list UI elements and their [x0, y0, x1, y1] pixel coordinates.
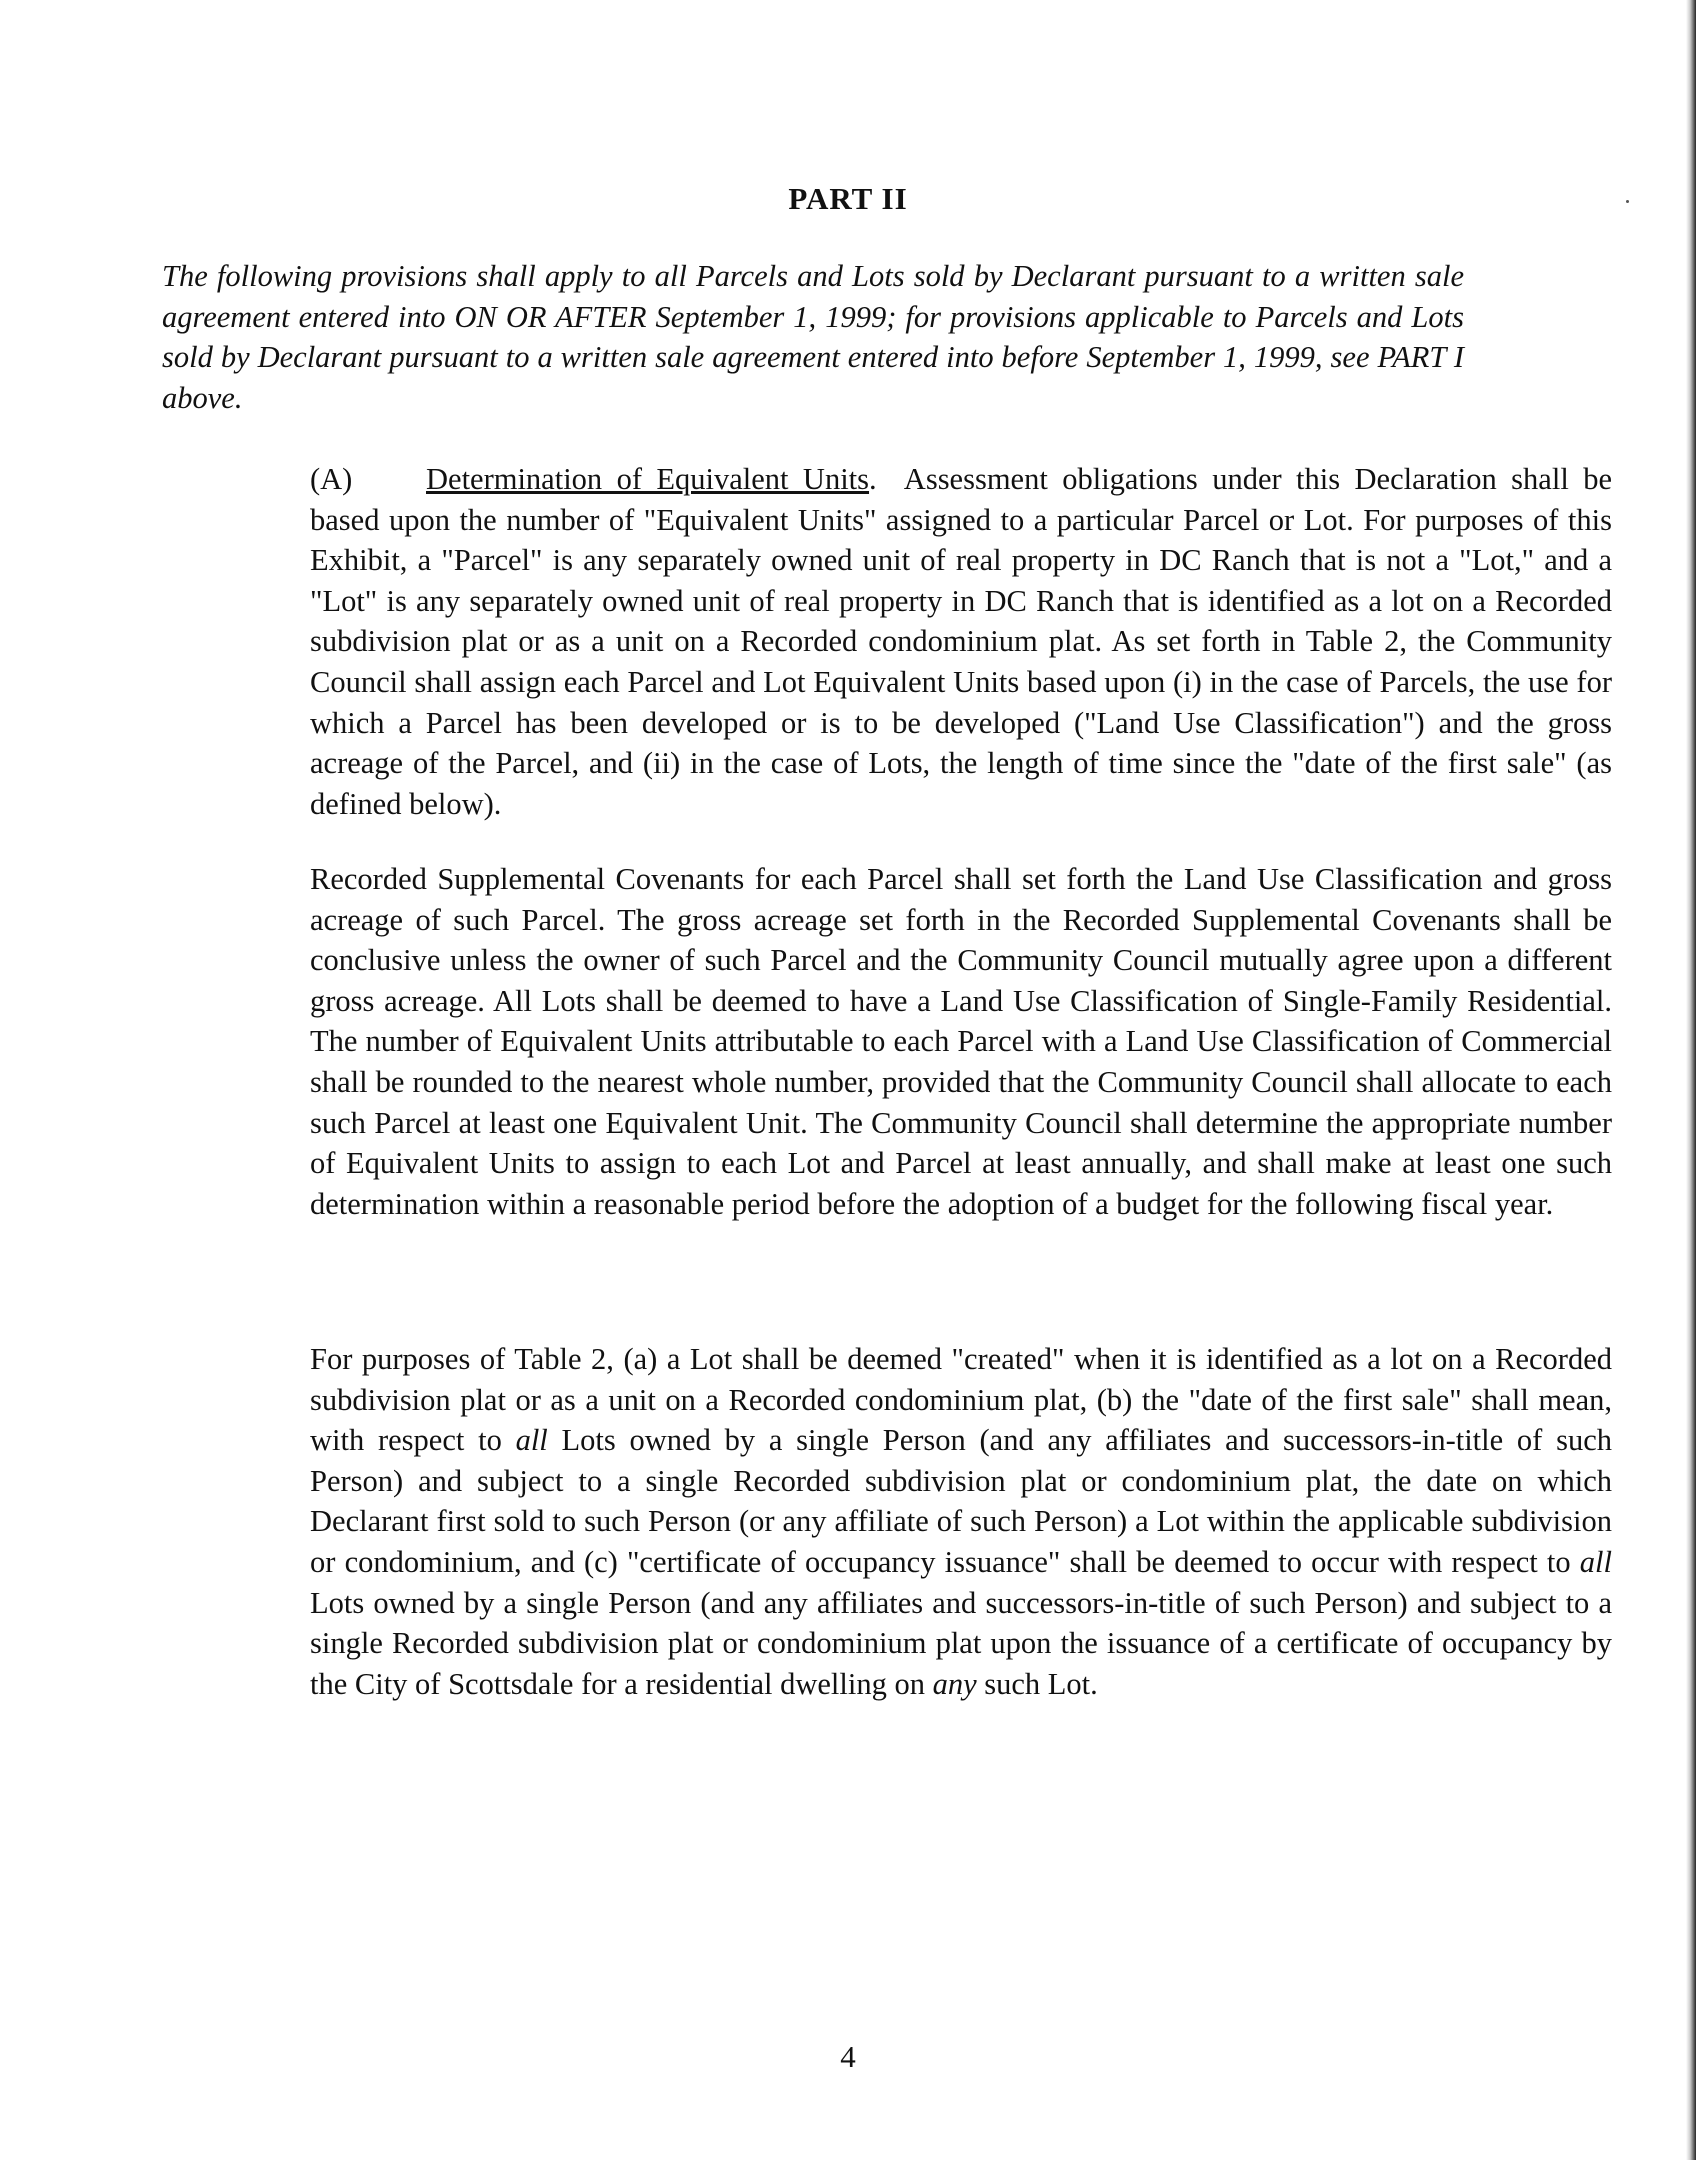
definitions-text-3: Lots owned by a single Person (and any affiliates and successors-in-title of such Person) and subject to a single Recorded subdivision plat or condominium plat upon the issuance of a certificate of occupancy by the City of Scottsdale for a residential dwelling on [310, 1585, 1612, 1701]
section-a-title-end: . [869, 462, 877, 496]
supplemental-covenants-text: Recorded Supplemental Covenants for each Parcel shall set forth the Land Use Classification and gross acreage of such Parcel. The gross acreage set forth in the Recorded Supplemental Covenants shall be conclusive unless the owner of such Parcel and the Community Council mutually agree upon a different gross acreage. All Lots shall be deemed to have a Land Use Classification of Single-Family Residential. The number of Equivalent Units attributable to each Parcel with a Land Use Classification of Commercial shall be rounded to the nearest whole number, provided that the Community Council shall allocate to each such Parcel at least one Equivalent Unit. The Community Council shall determine the appropriate number of Equivalent Units to assign to each Lot and Parcel at least annually, and shall make at least one such determination within a reasonable period before the adoption of a budget for the following fiscal year. [310, 862, 1612, 1221]
definitions-emphasis-3: any [932, 1666, 977, 1701]
part-heading: PART II [788, 181, 908, 216]
scan-edge-shadow [1686, 0, 1696, 2160]
supplemental-covenants-paragraph [162, 859, 1612, 1224]
intro-paragraph [162, 256, 1464, 418]
definitions-emphasis-1: all [515, 1423, 548, 1458]
section-a-title: Determination of Equivalent Units [426, 462, 870, 496]
table-2-definitions-paragraph [162, 1339, 1612, 1704]
section-a-paragraph [162, 459, 1612, 824]
section-a-text: Assessment obligations under this Declaration shall be based upon the number of "Equivalent Units" assigned to a particular Parcel or Lot. For purposes of this Exhibit, a "Parcel" is any separately owned unit of real property in DC Ranch that is not a "Lot," and a "Lot" is any separately owned unit of real property in DC Ranch that is identified as a lot on a Recorded subdivision plat or as a unit on a Recorded condominium plat. As set forth in Table 2, the Community Council shall assign each Parcel and Lot Equivalent Units based upon (i) in the case of Parcels, the use for which a Parcel has been developed or is to be developed ("Land Use Classification") and the gross acreage of the Parcel, and (ii) in the case of Lots, the length of time since the "date of the first sale" (as defined below). [310, 462, 1612, 821]
definitions-text-2: Lots owned by a single Person (and any affiliates and successors-in-title of such Person) and subject to a single Recorded subdivision plat or condominium plat, the date on which Declarant first sold to such Person (or any affiliate of such Person) a Lot within the applicable subdivision or condominium, and (c) "certificate of occupancy issuance" shall be deemed to occur with respect to [310, 1423, 1612, 1579]
page-number: 4 [840, 2039, 856, 2074]
section-a-label: (A) [310, 462, 353, 496]
definitions-text-4: such Lot. [976, 1666, 1098, 1701]
intro-text: The following provisions shall apply to all Parcels and Lots sold by Declarant pursuant to a written sale agreement entered into ON OR AFTER September 1, 1999; for provisions applicable to Parcels and Lots sold by Declarant pursuant to a written sale agreement entered into before September 1, 1999, see PART I above. [162, 259, 1464, 415]
definitions-text-1: For purposes of Table 2, (a) a Lot shall be deemed "created" when it is identified as a lot on a Recorded subdivision plat or as a unit on a Recorded condominium plat, (b) the "date of the first sale" shall mean, with respect to [310, 1342, 1612, 1458]
definitions-emphasis-2: all [1579, 1544, 1612, 1579]
